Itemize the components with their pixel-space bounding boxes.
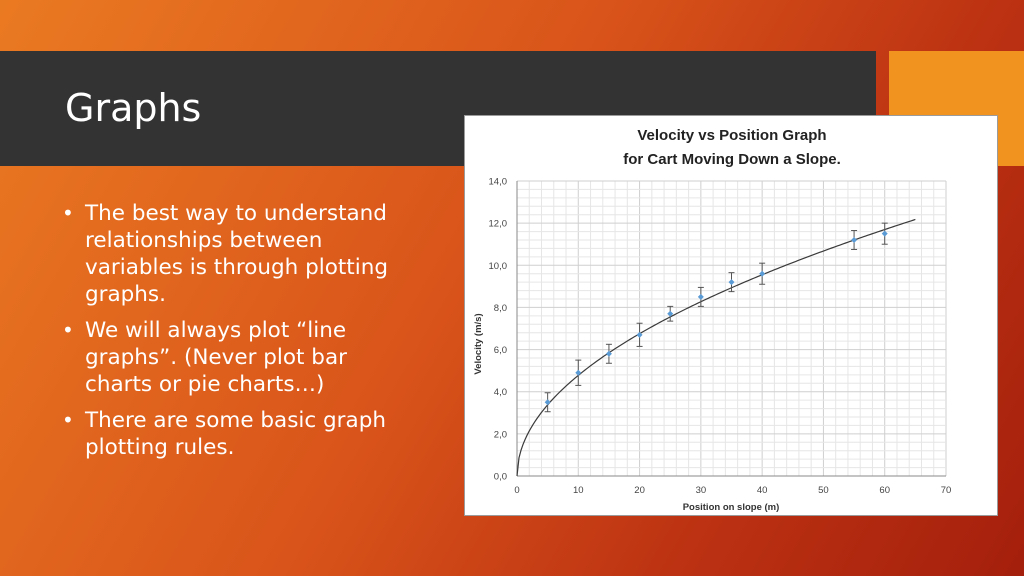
x-tick-label: 10 — [572, 485, 584, 496]
x-tick-label: 30 — [695, 485, 707, 496]
chart-frame — [464, 115, 998, 516]
data-point — [851, 237, 857, 243]
x-tick-label: 40 — [756, 485, 768, 496]
trendline — [517, 219, 915, 476]
y-tick-label: 12,0 — [488, 218, 507, 230]
bullet-list — [60, 200, 390, 470]
chart-tick-labels — [489, 177, 952, 497]
y-tick-label: 2,0 — [493, 429, 507, 441]
chart-grid — [517, 181, 946, 476]
y-tick-label: 4,0 — [493, 387, 507, 399]
x-tick-label: 0 — [514, 485, 520, 496]
chart-title-line-2: for Cart Moving Down a Slope. — [623, 151, 841, 168]
bullet-item — [60, 407, 390, 461]
y-axis-label: Velocity (m/s) — [473, 313, 484, 375]
chart-axes — [517, 181, 946, 476]
chart-title-line-1: Velocity vs Position Graph — [637, 127, 827, 144]
bullet-dot-icon: • — [62, 318, 74, 342]
bullet-text: We will always plot “line graphs”. (Never plot bar charts or pie charts…) — [85, 318, 347, 397]
x-tick-label: 70 — [940, 485, 952, 496]
bullet-text: There are some basic graph plotting rules. — [85, 408, 386, 460]
bullet-dot-icon: • — [62, 408, 74, 432]
x-tick-label: 20 — [634, 485, 645, 496]
x-tick-label: 50 — [818, 485, 829, 496]
bullet-text: The best way to understand relationships between variables is through plotting graphs. — [85, 201, 388, 307]
bullet-dot-icon: • — [62, 201, 74, 225]
bullet-item — [60, 317, 390, 398]
velocity-position-chart — [465, 116, 999, 517]
y-tick-label: 0,0 — [493, 471, 507, 483]
data-point — [729, 279, 735, 285]
bullet-item — [60, 200, 390, 308]
x-axis-label: Position on slope (m) — [682, 502, 780, 513]
y-tick-label: 8,0 — [493, 302, 507, 314]
y-tick-label: 14,0 — [488, 176, 507, 188]
x-tick-label: 60 — [879, 485, 891, 496]
slide-title: Graphs — [65, 86, 202, 130]
y-tick-label: 6,0 — [493, 345, 507, 357]
y-tick-label: 10,0 — [488, 260, 507, 272]
